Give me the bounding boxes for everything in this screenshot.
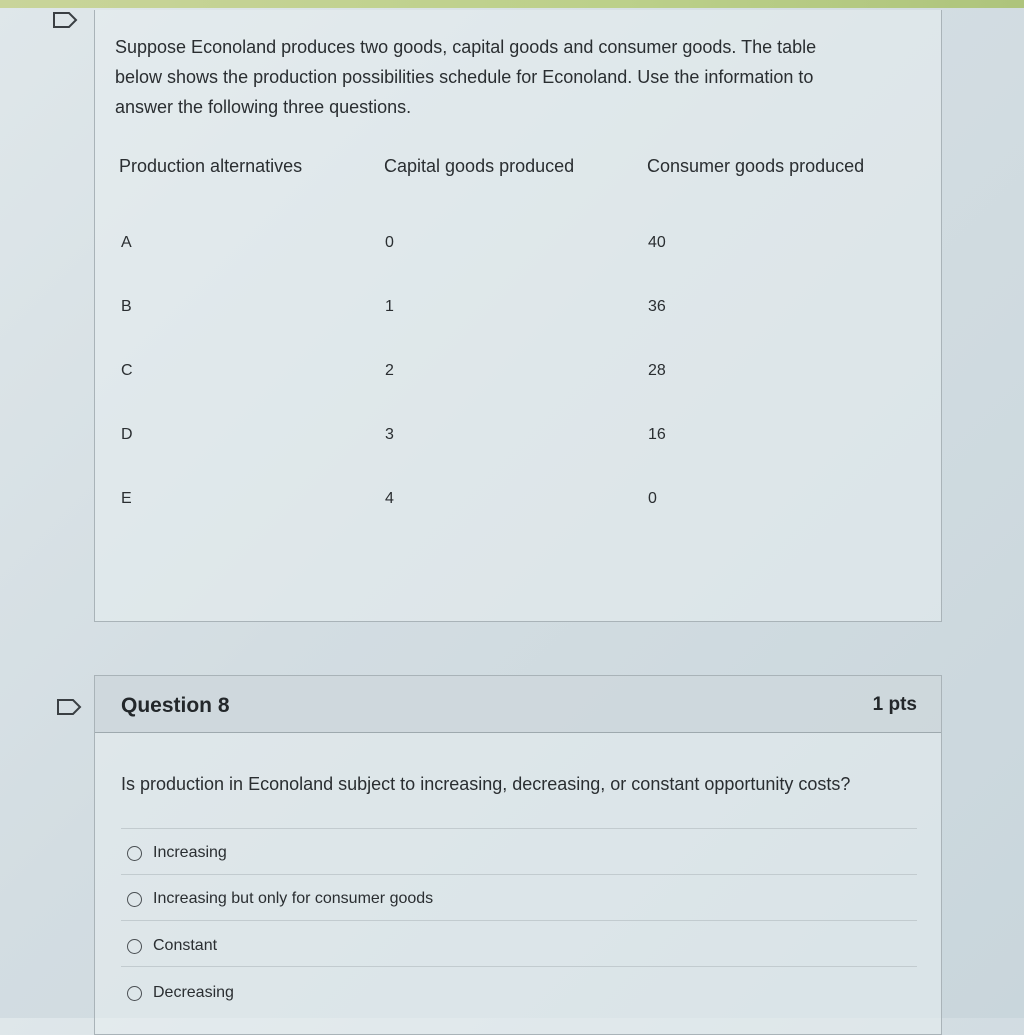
table-header: Consumer goods produced [647,156,865,176]
divider [121,874,917,875]
radio-button[interactable] [127,986,142,1001]
table-cell: 36 [648,298,666,315]
table-cell: 3 [385,426,394,443]
answer-label: Increasing [153,844,227,861]
table-row [119,426,919,450]
table-cell: A [121,234,132,251]
table-row [119,362,919,386]
divider [121,828,917,829]
table-cell: 16 [648,426,666,443]
table-header: Capital goods produced [384,156,575,176]
table-cell: E [121,490,132,507]
table-cell: 0 [648,490,657,507]
table-cell: 40 [648,234,666,251]
top-color-strip [0,0,1024,8]
table-cell: B [121,298,132,315]
table-cell: C [121,362,133,379]
radio-button[interactable] [127,892,142,907]
radio-button[interactable] [127,846,142,861]
bookmark-flag-icon[interactable] [56,699,82,715]
divider [121,920,917,921]
bookmark-flag-icon[interactable] [52,12,78,28]
table-cell: 28 [648,362,666,379]
question-points: 1 pts [872,694,917,715]
table-cell: 4 [385,490,394,507]
divider [121,966,917,967]
radio-button[interactable] [127,939,142,954]
table-cell: D [121,426,133,443]
question-title: Question 8 [121,694,230,717]
table-header: Production alternatives [119,156,303,176]
table-cell: 2 [385,362,394,379]
question-prompt: Is production in Econoland subject to increasing, decreasing, or constant opportunity costs? [121,774,851,794]
answer-label: Increasing but only for consumer goods [153,890,434,907]
question-header [95,676,941,733]
table-row [119,490,919,514]
table-cell: 1 [385,298,394,315]
table-row [119,298,919,322]
question-panel [94,675,942,1035]
answer-label: Decreasing [153,984,234,1001]
intro-line: below shows the production possibilities schedule for Econoland. Use the information to [115,67,814,87]
table-row [119,234,919,258]
intro-line: Suppose Econoland produces two goods, capital goods and consumer goods. The table [115,37,817,57]
table-cell: 0 [385,234,394,251]
intro-line: answer the following three questions. [115,97,412,117]
intro-text [115,32,895,122]
intro-panel [94,10,942,622]
answer-label: Constant [153,937,218,954]
